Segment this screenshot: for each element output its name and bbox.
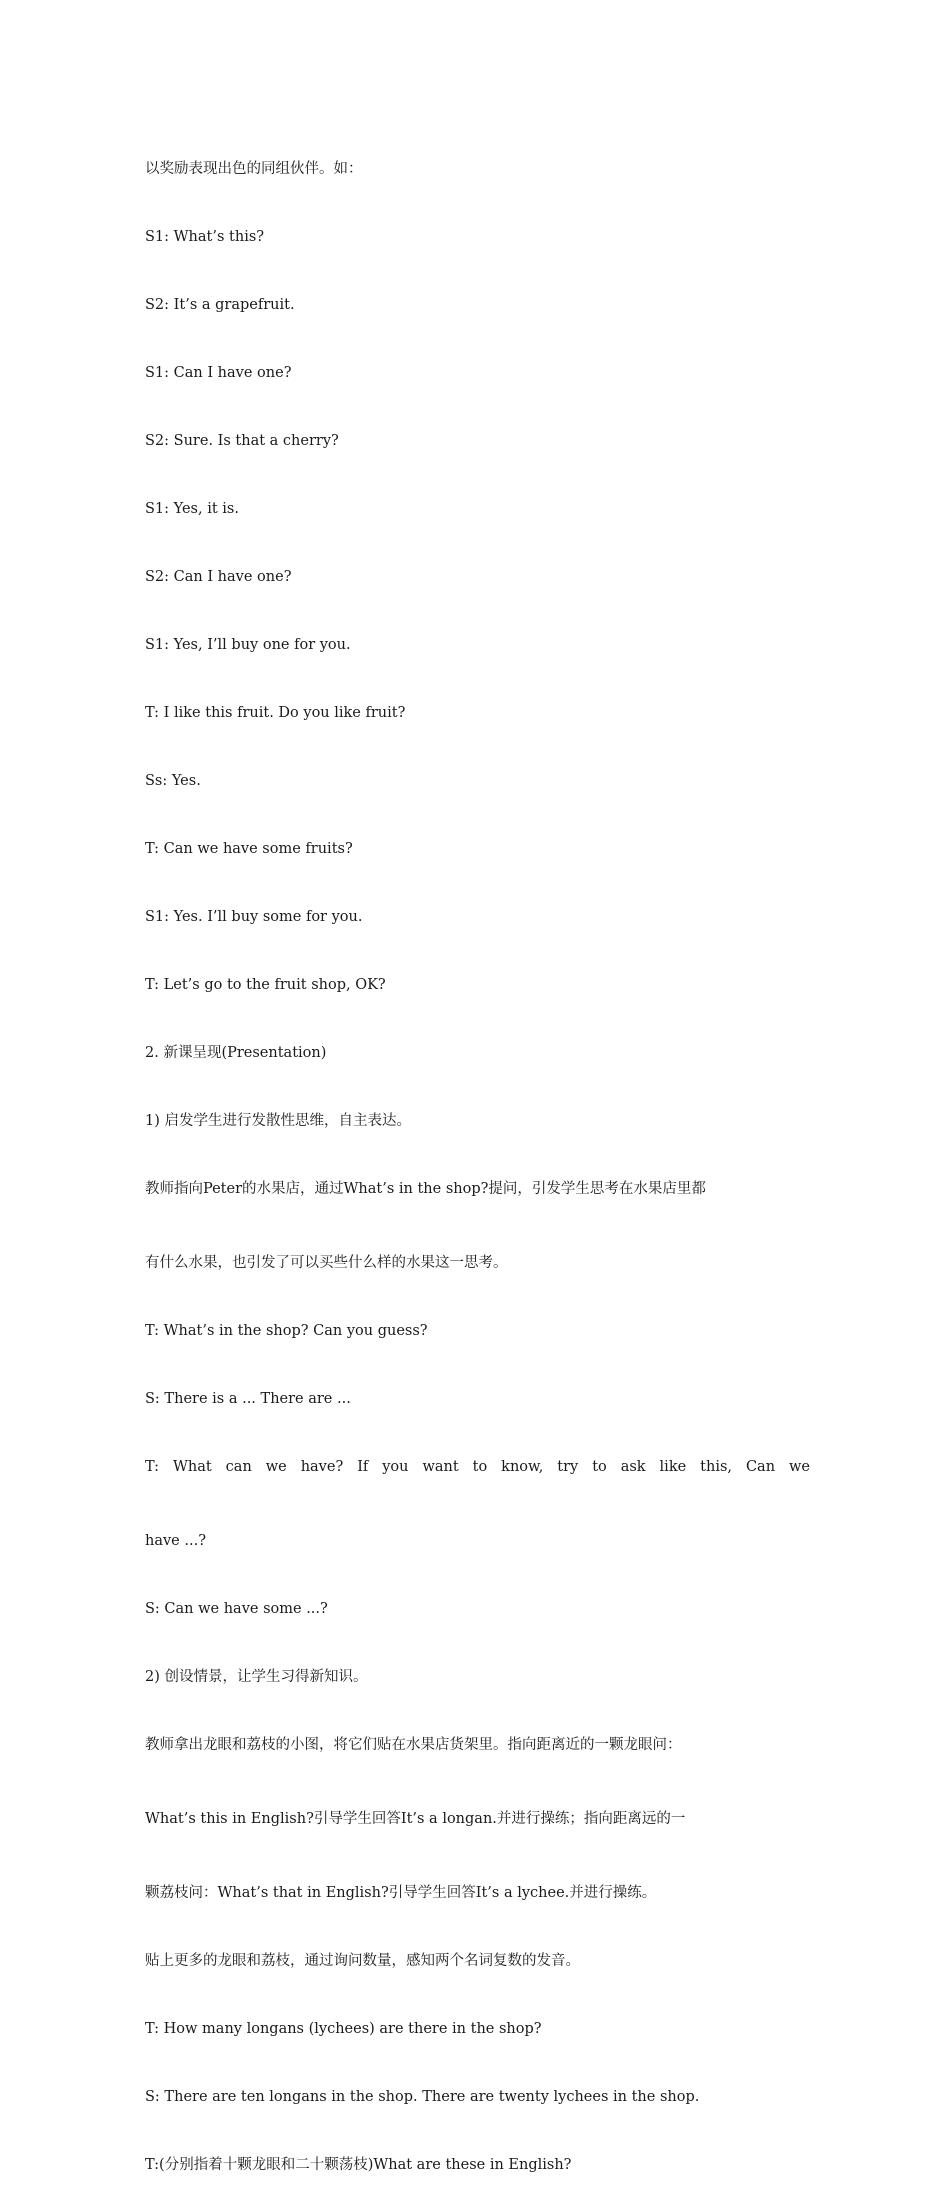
dialogue-line: Ss: Yes. (145, 773, 201, 789)
section-heading: 2. 新课呈现(Presentation) (145, 1045, 327, 1061)
dialogue-line: T: How many longans (lychees) are there in the shop? (145, 2021, 542, 2037)
paragraph-line: 颗荔枝问：What’s that in English?引导学生回答It’s a lychee.并进行操练。 (145, 1885, 657, 1901)
dialogue-line: S1: Can I have one? (145, 365, 292, 381)
dialogue-line: T: I like this fruit. Do you like fruit? (145, 705, 406, 721)
dialogue-line: have ...? (145, 1533, 206, 1549)
dialogue-line: S: There is a ... There are ... (145, 1391, 351, 1407)
paragraph-line: What’s this in English?引导学生回答It’s a longan.并进行操练；指向距离远的一 (145, 1811, 686, 1827)
subsection-heading: 2) 创设情景，让学生习得新知识。 (145, 1669, 368, 1685)
paragraph-line: 教师指向Peter的水果店，通过What’s in the shop?提问，引发学生思考在水果店里都 (145, 1181, 706, 1197)
dialogue-line: T: What’s in the shop? Can you guess? (145, 1323, 428, 1339)
dialogue-line: S2: Can I have one? (145, 569, 292, 585)
dialogue-line: S1: What’s this? (145, 229, 265, 245)
dialogue-line: S1: Yes, it is. (145, 501, 239, 517)
dialogue-line: T: Can we have some fruits? (145, 841, 353, 857)
dialogue-line: S2: Sure. Is that a cherry? (145, 433, 339, 449)
paragraph-line: 有什么水果，也引发了可以买些什么样的水果这一思考。 (145, 1255, 508, 1271)
paragraph-line: 教师拿出龙眼和荔枝的小图，将它们贴在水果店货架里。指向距离近的一颗龙眼问： (145, 1737, 682, 1753)
dialogue-line: S1: Yes. I’ll buy some for you. (145, 909, 363, 925)
paragraph-line: 贴上更多的龙眼和荔枝，通过询问数量，感知两个名词复数的发音。 (145, 1953, 580, 1969)
dialogue-line: S2: It’s a grapefruit. (145, 297, 295, 313)
subsection-heading: 1) 启发学生进行发散性思维，自主表达。 (145, 1113, 411, 1129)
dialogue-line: S1: Yes, I’ll buy one for you. (145, 637, 351, 653)
dialogue-line: T: What can we have? If you want to know, try to ask like this, Can we (145, 1459, 810, 1475)
document-body (145, 124, 810, 2204)
text-line: 以奖励表现出色的同组伙伴。如： (145, 161, 363, 177)
dialogue-line: S: Can we have some ...? (145, 1601, 328, 1617)
dialogue-line: T:(分别指着十颗龙眼和二十颗荡枝)What are these in English? (145, 2157, 572, 2173)
dialogue-line: T: Let’s go to the fruit shop, OK? (145, 977, 386, 993)
dialogue-line: S: There are ten longans in the shop. There are twenty lychees in the shop. (145, 2089, 700, 2105)
